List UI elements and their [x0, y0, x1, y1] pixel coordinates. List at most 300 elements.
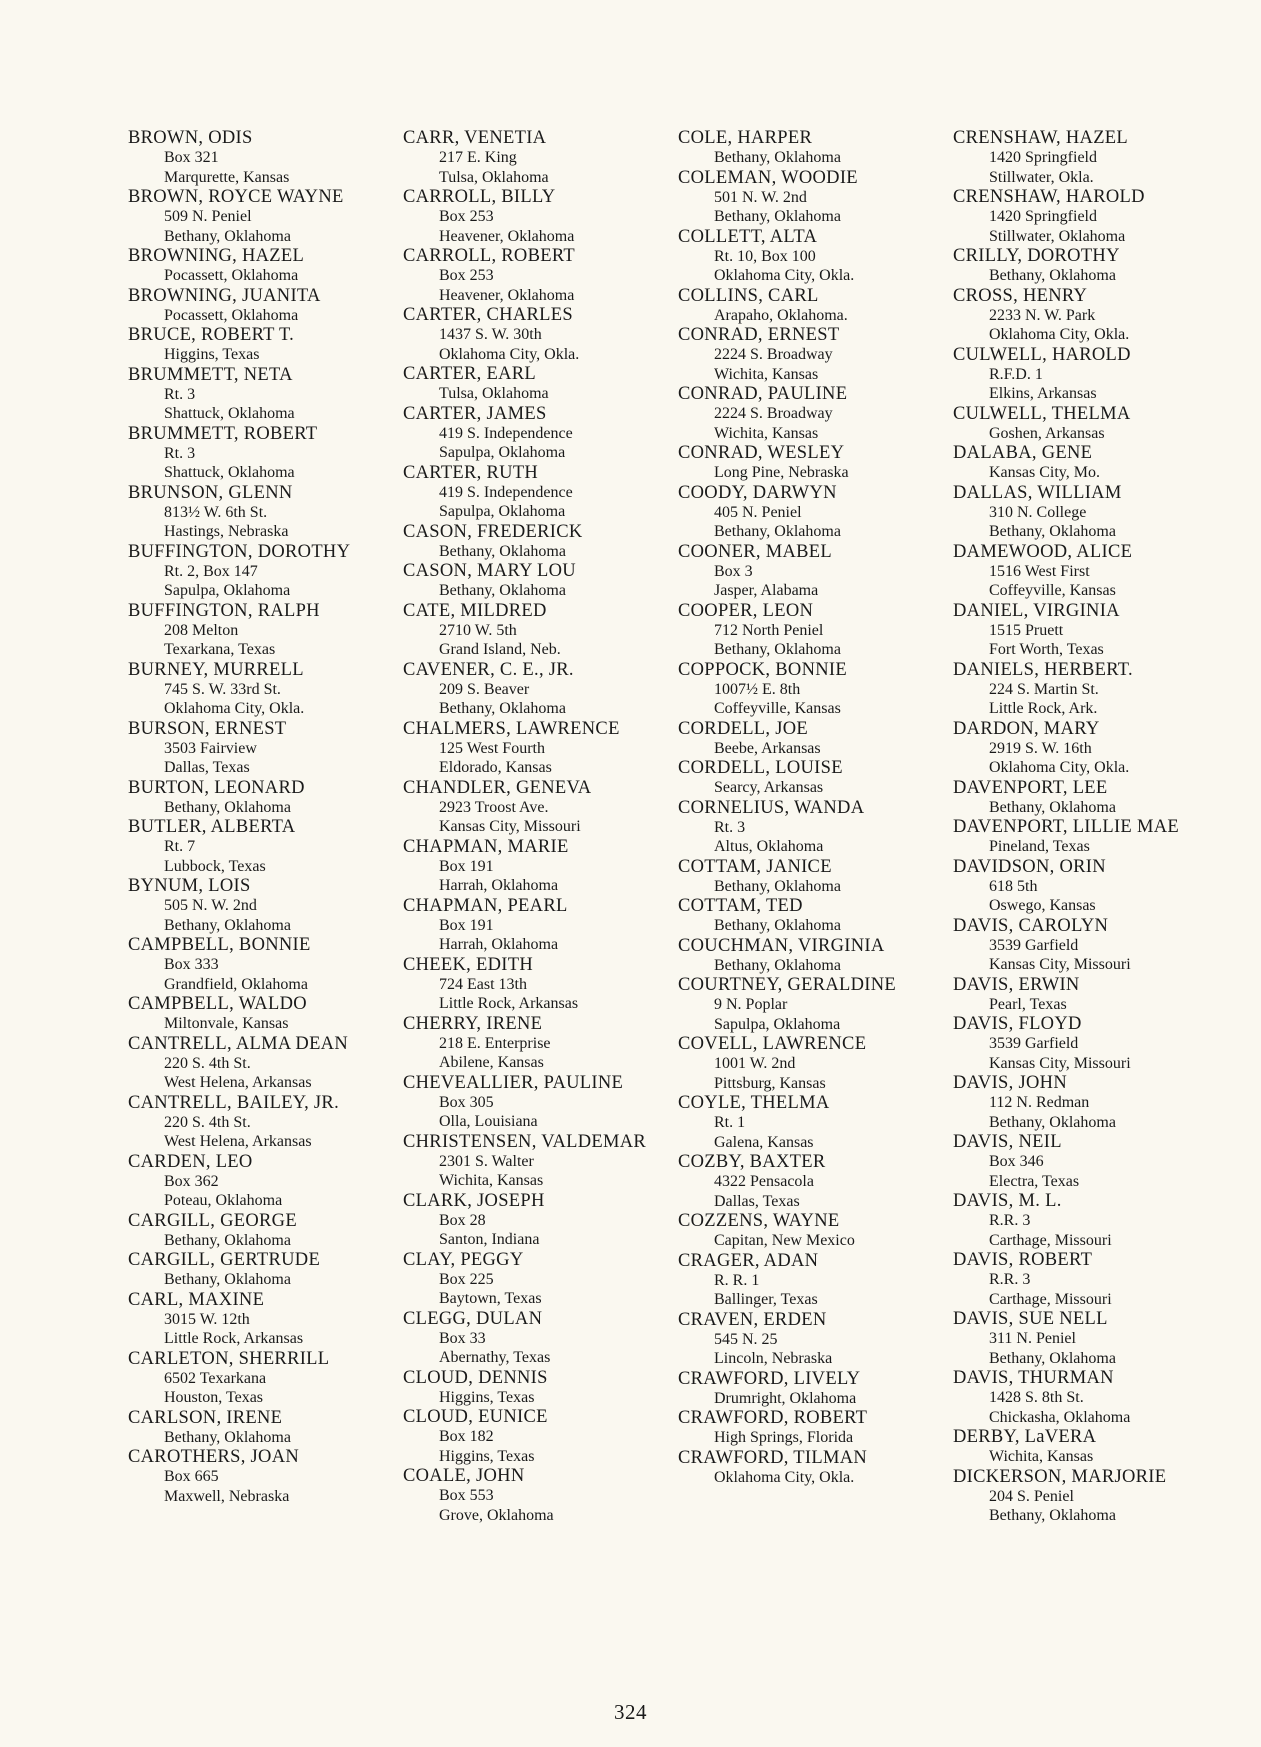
directory-entry	[953, 483, 1228, 542]
entry-name: DAVIS, M. L.	[953, 1191, 1062, 1211]
entry-address-line: Abilene, Kansas	[439, 1054, 544, 1071]
entry-address-line: Tulsa, Oklahoma	[439, 385, 549, 402]
directory-entry	[953, 916, 1228, 975]
directory-entry	[678, 896, 953, 936]
entry-address-line: Box 305	[439, 1093, 494, 1111]
entry-address-line: Galena, Kansas	[714, 1133, 814, 1151]
directory-entry	[128, 1349, 403, 1408]
entry-name: CARLETON, SHERRILL	[128, 1348, 330, 1369]
directory-entry	[678, 1369, 953, 1409]
entry-address-line: Little Rock, Ark.	[989, 700, 1098, 717]
entry-address-line: Stillwater, Okla.	[989, 168, 1094, 186]
entry-address-line: 813½ W. 6th St.	[164, 503, 268, 521]
entry-address-line: 1515 Pruett	[989, 621, 1064, 639]
directory-entry	[403, 1368, 678, 1408]
entry-address-line: 545 N. 25	[714, 1330, 778, 1348]
entry-name: COZBY, BAXTER	[678, 1152, 826, 1172]
directory-entry	[128, 1093, 403, 1152]
entry-address-line: Higgins, Texas	[439, 1388, 535, 1406]
entry-address-line: Pocassett, Oklahoma	[164, 306, 299, 324]
entry-address-line: Arapaho, Oklahoma.	[714, 306, 848, 324]
directory-entry	[678, 1152, 953, 1211]
entry-name: CLEGG, DULAN	[403, 1308, 543, 1329]
entry-address-line: Oklahoma City, Okla.	[989, 759, 1130, 776]
entry-name: CRENSHAW, HAZEL	[953, 128, 1129, 148]
entry-address-line: Maxwell, Nebraska	[164, 1487, 290, 1505]
directory-entry	[678, 443, 953, 483]
entry-address-line: Sapulpa, Oklahoma	[439, 444, 566, 461]
entry-name: CORDELL, JOE	[678, 718, 809, 739]
entry-address-line: Bethany, Oklahoma	[164, 227, 291, 245]
directory-entry	[403, 719, 678, 778]
entry-address-line: Lincoln, Nebraska	[714, 1350, 833, 1367]
entry-name: DICKERSON, MARJORIE	[953, 1466, 1167, 1487]
directory-entry	[403, 463, 678, 522]
entry-name: COLLETT, ALTA	[678, 226, 818, 247]
entry-address-line: Bethany, Oklahoma	[989, 798, 1116, 816]
entry-name: COALE, JOHN	[403, 1466, 525, 1486]
entry-name: BURTON, LEONARD	[128, 777, 305, 798]
entry-name: COVELL, LAWRENCE	[678, 1034, 867, 1054]
entry-address-line: Bethany, Oklahoma	[989, 1349, 1116, 1367]
entry-address-line: Drumright, Oklahoma	[714, 1389, 857, 1407]
entry-name: CARROLL, ROBERT	[403, 246, 575, 266]
directory-entry	[953, 1191, 1228, 1250]
entry-name: DANIELS, HERBERT.	[953, 659, 1133, 680]
entry-name: CARGILL, GERTRUDE	[128, 1250, 321, 1270]
entry-address-line: Coffeyville, Kansas	[714, 700, 841, 717]
directory-entry	[953, 857, 1228, 916]
entry-name: CRAWFORD, ROBERT	[678, 1408, 868, 1428]
entry-name: BROWN, ODIS	[128, 128, 253, 148]
entry-address-line: Oklahoma City, Okla.	[714, 1468, 855, 1486]
directory-column	[128, 128, 403, 1506]
entry-address-line: Kansas City, Missouri	[439, 818, 581, 835]
entry-address-line: Box 321	[164, 149, 219, 166]
directory-entry	[953, 1427, 1228, 1467]
entry-address-line: Carthage, Missouri	[989, 1231, 1112, 1249]
entry-address-line: Box 191	[439, 857, 494, 875]
directory-entry	[953, 817, 1228, 857]
entry-address-line: Harrah, Oklahoma	[439, 877, 559, 894]
entry-name: DARDON, MARY	[953, 718, 1100, 739]
directory-entry	[128, 1152, 403, 1211]
directory-entry	[128, 778, 403, 818]
entry-name: CARROLL, BILLY	[403, 187, 556, 207]
entry-address-line: Altus, Oklahoma	[714, 838, 824, 855]
entry-address-line: 3015 W. 12th	[164, 1310, 250, 1328]
entry-address-line: Miltonvale, Kansas	[164, 1015, 289, 1032]
entry-address-line: Box 28	[439, 1211, 486, 1229]
directory-entry	[403, 837, 678, 896]
entry-address-line: Bethany, Oklahoma	[439, 700, 566, 717]
directory-entry	[678, 758, 953, 798]
entry-name: DAVIS, ERWIN	[953, 974, 1080, 995]
entry-address-line: Box 665	[164, 1468, 219, 1485]
entry-name: CLOUD, DENNIS	[403, 1367, 548, 1388]
entry-address-line: Kansas City, Mo.	[989, 464, 1100, 481]
directory-entry	[403, 1191, 678, 1250]
entry-address-line: Box 33	[439, 1329, 486, 1347]
entry-address-line: Bethany, Oklahoma	[164, 1231, 291, 1249]
entry-address-line: Bethany, Oklahoma	[989, 523, 1116, 540]
entry-address-line: R.F.D. 1	[989, 365, 1043, 383]
entry-address-line: Chickasha, Oklahoma	[989, 1408, 1131, 1426]
entry-name: BRUCE, ROBERT T.	[128, 325, 295, 345]
directory-entry	[678, 798, 953, 857]
entry-address-line: 405 N. Peniel	[714, 503, 802, 521]
entry-address-line: Bethany, Oklahoma	[439, 542, 566, 560]
page-number: 324	[614, 1700, 647, 1724]
entry-address-line: Pocassett, Oklahoma	[164, 267, 299, 284]
entry-name: COURTNEY, GERALDINE	[678, 975, 897, 995]
directory-entry	[678, 1251, 953, 1310]
entry-address-line: Elkins, Arkansas	[989, 385, 1097, 402]
directory-entry	[403, 1466, 678, 1525]
entry-name: CARGILL, GEORGE	[128, 1210, 297, 1231]
entry-address-line: 218 E. Enterprise	[439, 1034, 551, 1052]
entry-address-line: Baytown, Texas	[439, 1290, 542, 1307]
entry-address-line: 2919 S. W. 16th	[989, 739, 1092, 757]
entry-address-line: 3503 Fairview	[164, 739, 257, 757]
entry-name: CHAPMAN, MARIE	[403, 836, 569, 857]
entry-address-line: Carthage, Missouri	[989, 1290, 1112, 1308]
directory-entry	[403, 1014, 678, 1073]
directory-entry	[953, 1014, 1228, 1073]
entry-address-line: 3539 Garfield	[989, 1035, 1079, 1052]
entry-address-line: Bethany, Oklahoma	[989, 1507, 1116, 1524]
entry-name: CORDELL, LOUISE	[678, 758, 843, 778]
entry-name: COZZENS, WAYNE	[678, 1211, 840, 1231]
directory-entry	[403, 561, 678, 601]
entry-address-line: Bethany, Oklahoma	[164, 1428, 291, 1446]
entry-name: CROSS, HENRY	[953, 285, 1088, 306]
entry-name: CARTER, EARL	[403, 364, 537, 384]
entry-address-line: Pearl, Texas	[989, 995, 1067, 1013]
entry-address-line: Bethany, Oklahoma	[714, 956, 841, 974]
entry-name: COLLINS, CARL	[678, 285, 819, 306]
entry-address-line: Box 553	[439, 1487, 494, 1504]
entry-name: CARTER, JAMES	[403, 403, 547, 424]
entry-address-line: 125 West Fourth	[439, 739, 545, 757]
entry-address-line: 112 N. Redman	[989, 1094, 1090, 1111]
entry-name: CAMPBELL, BONNIE	[128, 935, 311, 955]
entry-name: COODY, DARWYN	[678, 482, 837, 503]
directory-entry	[678, 1448, 953, 1488]
directory-entry	[403, 305, 678, 364]
entry-name: COPPOCK, BONNIE	[678, 659, 847, 680]
entry-address-line: 2233 N. W. Park	[989, 306, 1096, 324]
entry-address-line: Bethany, Oklahoma	[164, 1271, 291, 1288]
entry-address-line: Sapulpa, Oklahoma	[164, 582, 291, 599]
directory-entry	[128, 286, 403, 326]
entry-address-line: R.R. 3	[989, 1271, 1031, 1288]
entry-address-line: Higgins, Texas	[164, 346, 260, 363]
entry-address-line: Bethany, Oklahoma	[989, 1113, 1116, 1131]
entry-name: CHEEK, EDITH	[403, 954, 533, 975]
entry-address-line: Rt. 7	[164, 838, 196, 855]
entry-name: CRAWFORD, LIVELY	[678, 1368, 861, 1389]
entry-address-line: Pineland, Texas	[989, 838, 1090, 855]
directory-entry	[128, 128, 403, 187]
directory-entry	[953, 187, 1228, 246]
directory-entry	[403, 187, 678, 246]
entry-address-line: Stillwater, Oklahoma	[989, 227, 1126, 245]
directory-entry	[953, 345, 1228, 404]
entry-address-line: Box 191	[439, 916, 494, 934]
entry-address-line: 2224 S. Broadway	[714, 405, 833, 422]
directory-entry	[128, 542, 403, 601]
directory-entry	[953, 246, 1228, 286]
entry-address-line: Wichita, Kansas	[439, 1172, 544, 1189]
directory-entry	[403, 404, 678, 463]
entry-name: DAMEWOOD, ALICE	[953, 541, 1133, 562]
entry-address-line: 1516 West First	[989, 562, 1090, 580]
entry-name: DAVIS, THURMAN	[953, 1368, 1114, 1388]
entry-name: BUFFINGTON, DOROTHY	[128, 541, 351, 562]
entry-name: COOPER, LEON	[678, 600, 814, 621]
entry-name: CASON, FREDERICK	[403, 521, 583, 542]
directory-entry	[128, 876, 403, 935]
entry-address-line: 9 N. Poplar	[714, 996, 788, 1013]
entry-address-line: Electra, Texas	[989, 1172, 1080, 1190]
entry-address-line: Poteau, Oklahoma	[164, 1192, 283, 1209]
entry-address-line: Lubbock, Texas	[164, 857, 266, 875]
entry-name: BYNUM, LOIS	[128, 876, 251, 896]
entry-name: DAVENPORT, LEE	[953, 777, 1108, 798]
entry-name: CARR, VENETIA	[403, 128, 547, 148]
entry-address-line: 224 S. Martin St.	[989, 680, 1099, 698]
directory-entry	[953, 1132, 1228, 1191]
directory-entry	[953, 778, 1228, 818]
entry-address-line: Ballinger, Texas	[714, 1291, 818, 1308]
directory-column	[403, 128, 678, 1525]
entry-address-line: Sapulpa, Oklahoma	[714, 1015, 841, 1033]
entry-name: COUCHMAN, VIRGINIA	[678, 935, 885, 956]
entry-name: DAVENPORT, LILLIE MAE	[953, 817, 1179, 837]
directory-entry	[403, 522, 678, 562]
directory-entry	[678, 483, 953, 542]
entry-name: CLOUD, EUNICE	[403, 1407, 548, 1427]
entry-address-line: Hastings, Nebraska	[164, 523, 289, 540]
entry-address-line: 311 N. Peniel	[989, 1330, 1076, 1347]
entry-name: CARTER, RUTH	[403, 462, 539, 483]
directory-entry	[128, 601, 403, 660]
entry-address-line: Coffeyville, Kansas	[989, 582, 1116, 599]
entry-address-line: Higgins, Texas	[439, 1447, 535, 1465]
directory-entry	[403, 660, 678, 719]
entry-address-line: 1420 Springfield	[989, 149, 1097, 166]
entry-name: BRUMMETT, NETA	[128, 364, 293, 385]
entry-address-line: 209 S. Beaver	[439, 680, 530, 698]
entry-name: CLAY, PEGGY	[403, 1249, 524, 1270]
entry-name: COTTAM, JANICE	[678, 856, 832, 877]
entry-address-line: Bethany, Oklahoma	[164, 798, 291, 816]
entry-address-line: Eldorado, Kansas	[439, 759, 552, 776]
entry-address-line: Oswego, Kansas	[989, 897, 1096, 914]
directory-column	[678, 128, 953, 1487]
entry-address-line: Oklahoma City, Okla.	[439, 345, 580, 363]
entry-name: DERBY, LaVERA	[953, 1427, 1097, 1447]
entry-address-line: Bethany, Oklahoma	[714, 149, 841, 166]
directory-entry	[403, 1309, 678, 1368]
directory-entry	[403, 364, 678, 404]
directory-entry	[128, 1408, 403, 1448]
directory-entry	[953, 542, 1228, 601]
entry-address-line: Little Rock, Arkansas	[164, 1330, 304, 1347]
entry-name: CRILLY, DOROTHY	[953, 246, 1120, 266]
entry-name: BUFFINGTON, RALPH	[128, 600, 320, 621]
entry-address-line: Heavener, Oklahoma	[439, 286, 575, 304]
entry-address-line: Wichita, Kansas	[714, 365, 819, 383]
entry-address-line: Grand Island, Neb.	[439, 641, 561, 658]
entry-address-line: Fort Worth, Texas	[989, 641, 1104, 658]
directory-entry	[128, 424, 403, 483]
entry-address-line: Rt. 10, Box 100	[714, 247, 816, 265]
entry-address-line: 204 S. Peniel	[989, 1487, 1074, 1505]
entry-name: CARL, MAXINE	[128, 1289, 265, 1310]
entry-address-line: 501 N. W. 2nd	[714, 188, 807, 206]
entry-address-line: 618 5th	[989, 877, 1038, 895]
entry-name: CHRISTENSEN, VALDEMAR	[403, 1131, 647, 1152]
entry-address-line: 1420 Springfield	[989, 208, 1097, 225]
directory-entry	[678, 601, 953, 660]
entry-address-line: Rt. 2, Box 147	[164, 562, 258, 580]
entry-address-line: 505 N. W. 2nd	[164, 897, 257, 914]
entry-name: DALLAS, WILLIAM	[953, 482, 1122, 503]
entry-address-line: Rt. 3	[714, 818, 746, 836]
directory-entry	[678, 325, 953, 384]
entry-address-line: Wichita, Kansas	[989, 1448, 1094, 1465]
directory-entry	[953, 1250, 1228, 1309]
entry-name: CULWELL, HAROLD	[953, 344, 1131, 365]
entry-name: CATE, MILDRED	[403, 600, 547, 621]
entry-name: CARDEN, LEO	[128, 1151, 253, 1172]
directory-entry	[128, 660, 403, 719]
entry-name: DAVIS, SUE NELL	[953, 1309, 1108, 1329]
directory-entry	[953, 601, 1228, 660]
directory-entry	[678, 227, 953, 286]
entry-name: DAVIS, JOHN	[953, 1073, 1067, 1093]
entry-address-line: 1007½ E. 8th	[714, 680, 801, 698]
entry-address-line: R.R. 3	[989, 1212, 1031, 1229]
entry-address-line: Beebe, Arkansas	[714, 739, 821, 757]
entry-name: CHANDLER, GENEVA	[403, 777, 592, 798]
directory-entry	[678, 1093, 953, 1152]
entry-address-line: Bethany, Oklahoma	[714, 523, 841, 540]
entry-name: BUTLER, ALBERTA	[128, 817, 296, 837]
entry-address-line: Bethany, Oklahoma	[164, 916, 291, 934]
directory-entry	[953, 975, 1228, 1015]
entry-address-line: Bethany, Oklahoma	[439, 582, 566, 599]
entry-name: BRUMMETT, ROBERT	[128, 423, 318, 444]
directory-entry	[953, 660, 1228, 719]
entry-address-line: 1437 S. W. 30th	[439, 326, 542, 343]
entry-address-line: Shattuck, Oklahoma	[164, 405, 295, 422]
entry-name: CLARK, JOSEPH	[403, 1190, 545, 1211]
entry-address-line: Kansas City, Missouri	[989, 956, 1131, 973]
directory-entry	[128, 719, 403, 778]
directory-entry	[678, 384, 953, 443]
entry-name: DAVIS, ROBERT	[953, 1250, 1093, 1270]
entry-address-line: Wichita, Kansas	[714, 424, 819, 442]
entry-name: CHEVEALLIER, PAULINE	[403, 1072, 624, 1093]
entry-address-line: Oklahoma City, Okla.	[989, 326, 1130, 343]
directory-entry	[678, 660, 953, 719]
directory-entry	[128, 817, 403, 876]
entry-address-line: Box 362	[164, 1172, 219, 1190]
directory-entry	[128, 246, 403, 286]
entry-name: CASON, MARY LOU	[403, 561, 576, 581]
entry-address-line: 310 N. College	[989, 503, 1087, 521]
directory-entry	[678, 128, 953, 168]
directory-entry	[403, 896, 678, 955]
entry-address-line: Houston, Texas	[164, 1389, 264, 1406]
entry-name: CANTRELL, BAILEY, JR.	[128, 1092, 340, 1113]
entry-address-line: R. R. 1	[714, 1271, 760, 1289]
entry-address-line: Searcy, Arkansas	[714, 779, 824, 796]
directory-entry	[128, 994, 403, 1034]
directory-entry	[953, 719, 1228, 778]
entry-address-line: Oklahoma City, Okla.	[714, 267, 855, 284]
directory-entry	[128, 483, 403, 542]
entry-address-line: Kansas City, Missouri	[989, 1054, 1131, 1072]
entry-address-line: Oklahoma City, Okla.	[164, 700, 305, 717]
entry-address-line: 509 N. Peniel	[164, 208, 252, 225]
entry-address-line: 419 S. Independence	[439, 483, 573, 501]
entry-name: CARLSON, IRENE	[128, 1407, 283, 1428]
directory-entry	[953, 1467, 1228, 1526]
entry-address-line: Box 253	[439, 208, 494, 225]
directory-entry	[953, 443, 1228, 483]
entry-name: CRAWFORD, TILMAN	[678, 1447, 868, 1468]
entry-address-line: Bethany, Oklahoma	[989, 267, 1116, 284]
entry-name: CONRAD, ERNEST	[678, 325, 840, 345]
entry-name: COYLE, THELMA	[678, 1093, 830, 1113]
directory-entry	[128, 1250, 403, 1290]
entry-address-line: Dallas, Texas	[714, 1192, 800, 1210]
entry-address-line: 2224 S. Broadway	[714, 346, 833, 363]
entry-address-line: Goshen, Arkansas	[989, 424, 1105, 442]
entry-address-line: 724 East 13th	[439, 975, 527, 993]
entry-name: CRAVEN, ERDEN	[678, 1309, 827, 1330]
directory-entry	[678, 1310, 953, 1369]
directory-entry	[403, 778, 678, 837]
directory-entry	[953, 128, 1228, 187]
directory-entry	[678, 719, 953, 759]
entry-name: CORNELIUS, WANDA	[678, 797, 865, 818]
entry-address-line: Marqurette, Kansas	[164, 168, 290, 186]
directory-entry	[953, 404, 1228, 444]
entry-address-line: Box 346	[989, 1153, 1044, 1170]
entry-address-line: 217 E. King	[439, 149, 517, 166]
entry-name: CHAPMAN, PEARL	[403, 895, 568, 916]
directory-entry	[128, 1290, 403, 1349]
directory-entry	[953, 1368, 1228, 1427]
entry-address-line: 2301 S. Walter	[439, 1152, 534, 1170]
directory-entry	[128, 935, 403, 994]
entry-name: CRENSHAW, HAROLD	[953, 187, 1145, 207]
entry-address-line: Olla, Louisiana	[439, 1113, 538, 1130]
entry-address-line: Pittsburg, Kansas	[714, 1074, 826, 1092]
entry-address-line: Little Rock, Arkansas	[439, 995, 579, 1012]
entry-name: CULWELL, THELMA	[953, 403, 1131, 424]
entry-name: CAMPBELL, WALDO	[128, 994, 307, 1014]
entry-address-line: 2923 Troost Ave.	[439, 798, 549, 816]
entry-name: BROWN, ROYCE WAYNE	[128, 187, 344, 207]
directory-entry	[128, 1034, 403, 1093]
directory-entry	[953, 1309, 1228, 1368]
